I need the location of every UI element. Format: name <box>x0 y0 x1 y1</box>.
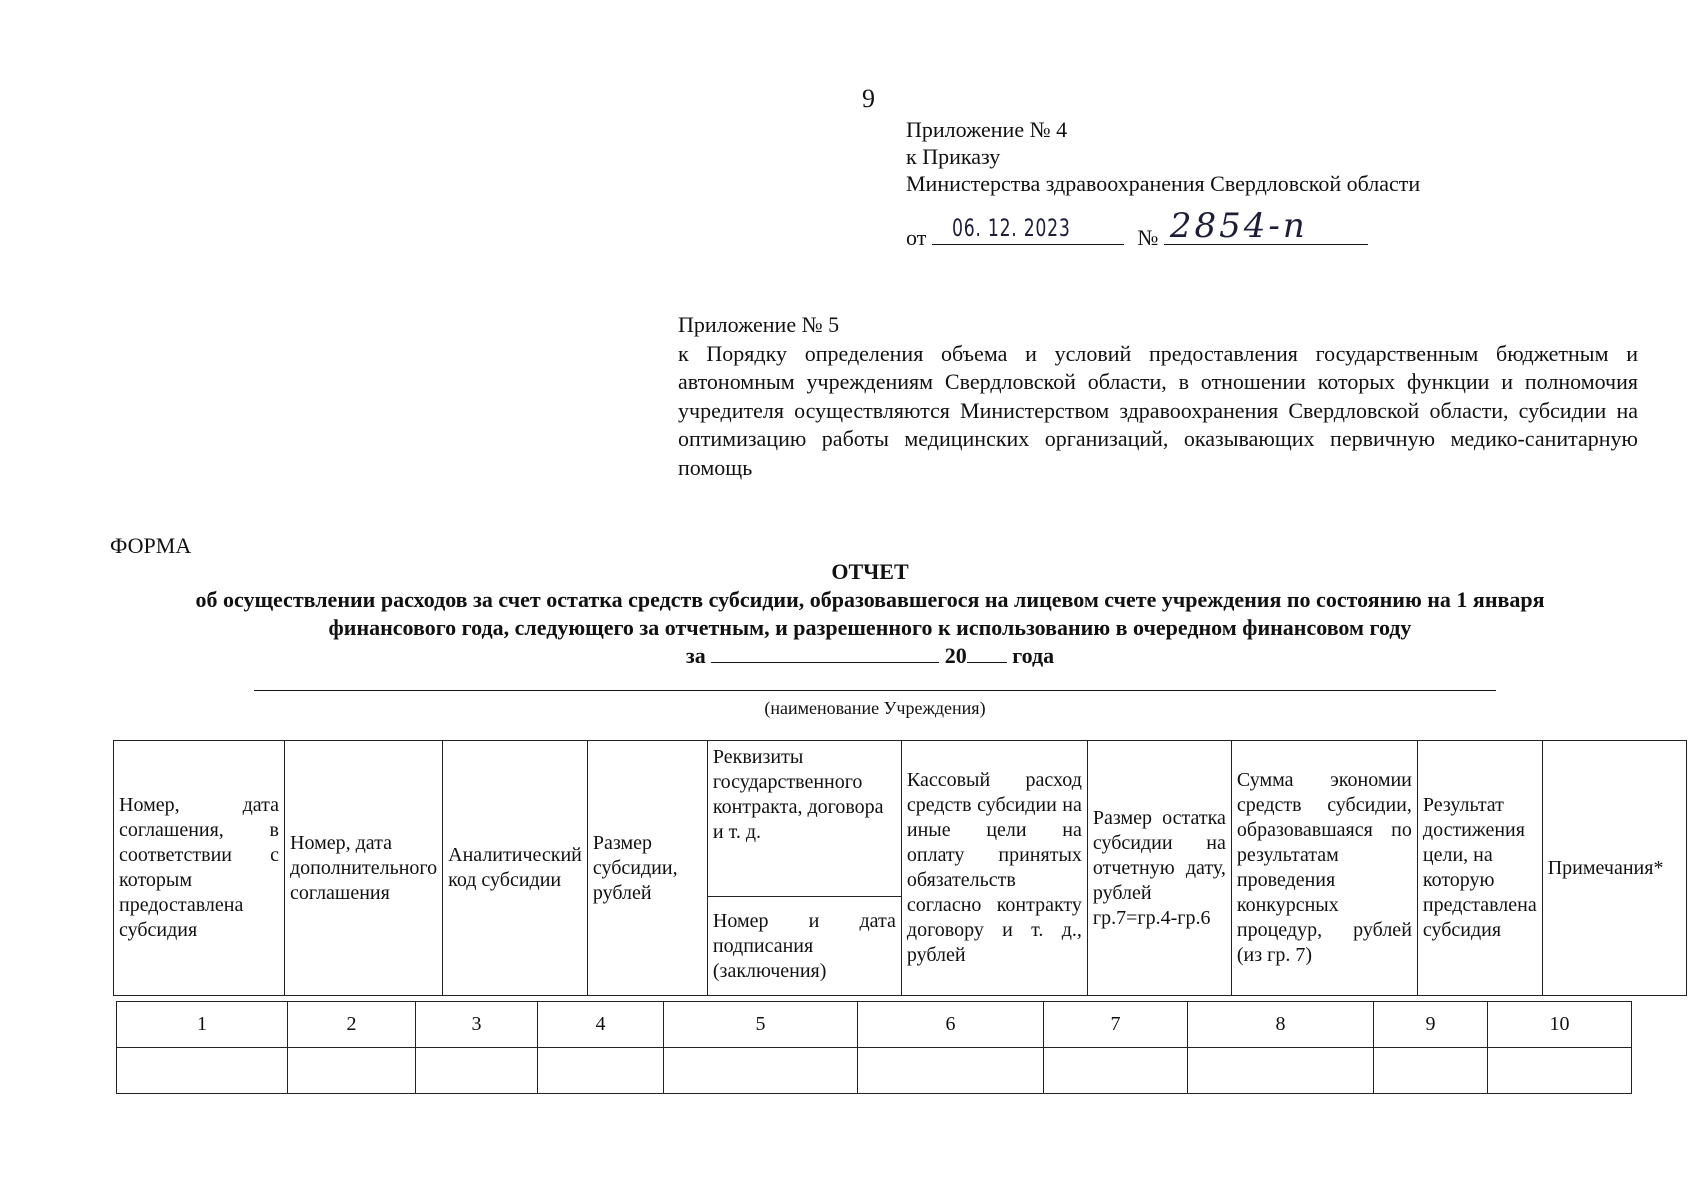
annex5-title: Приложение № 5 <box>678 312 840 337</box>
report-data-table <box>116 1001 1632 1094</box>
annex4-order-ref: к Приказу <box>906 144 1001 169</box>
number-label: № <box>1137 225 1159 250</box>
order-date-number-line <box>906 206 1368 251</box>
number-field <box>1164 206 1368 246</box>
header-col9: Результат достижения цели, на которую представлена субсидия <box>1417 741 1542 996</box>
report-subtitle-line1: об осуществлении расходов за счет остатка средств субсидии, образовавшегося на лицевом счете учреждения по состоянию на 1 января <box>195 587 1545 612</box>
empty-cell <box>1374 1048 1488 1094</box>
header-col2: Номер, дата дополнительного соглашения <box>285 741 443 996</box>
empty-cell <box>416 1048 538 1094</box>
column-number-1: 1 <box>117 1002 288 1048</box>
column-number-8: 8 <box>1188 1002 1374 1048</box>
empty-cell <box>538 1048 664 1094</box>
period-suffix: года <box>1012 643 1055 668</box>
annex4-title: Приложение № 4 <box>906 117 1068 142</box>
column-number-9: 9 <box>1374 1002 1488 1048</box>
report-period-line <box>100 642 1640 670</box>
report-subtitle-line2: финансового года, следующего за отчетным, и разрешенного к использованию в очередном финансовом году <box>328 615 1412 640</box>
header-col1: Номер, дата соглашения, в соответствии с которым предоставлена субсидия <box>114 741 285 996</box>
report-title: ОТЧЕТ <box>831 559 909 584</box>
empty-data-row <box>117 1048 1632 1094</box>
empty-cell <box>1044 1048 1188 1094</box>
empty-cell <box>858 1048 1044 1094</box>
from-label: от <box>906 225 927 250</box>
header-col8: Сумма экономии средств субсидии, образовавшаяся по результатам проведения конкурсных процедур, рублей (из гр. 7) <box>1231 741 1417 996</box>
empty-cell <box>1488 1048 1632 1094</box>
handwritten-number: 2854-п <box>1169 206 1308 246</box>
report-title-block <box>100 558 1640 670</box>
annex5-description: к Порядку определения объема и условий предоставления государственным бюджетным и автономным учреждениям Свердловской области, в отношении которых функции и полномочия учредителя осуществляются Министерством здравоохранения Свердловской области, субсидии на оптимизацию работы медицинских организаций, оказывающих первичную медико-санитарную помощь <box>678 340 1638 480</box>
column-number-6: 6 <box>858 1002 1044 1048</box>
empty-cell <box>1188 1048 1374 1094</box>
header-col7: Размер остатка субсидии на отчетную дату, рублей гр.7=гр.4-гр.6 <box>1087 741 1231 996</box>
page-number: 9 <box>862 84 875 113</box>
column-number-4: 4 <box>538 1002 664 1048</box>
header-col4: Размер субсидии, рублей <box>587 741 707 996</box>
annex4-header <box>906 116 1420 197</box>
header-col10: Примечания* <box>1542 741 1686 996</box>
handwritten-date: 06. 12. 2023 <box>951 214 1071 242</box>
column-number-7: 7 <box>1044 1002 1188 1048</box>
column-number-3: 3 <box>416 1002 538 1048</box>
institution-caption: (наименование Учреждения) <box>764 698 986 718</box>
column-number-row <box>117 1002 1632 1048</box>
column-number-10: 10 <box>1488 1002 1632 1048</box>
header-col3: Аналитический код субсидии <box>443 741 588 996</box>
column-number-5: 5 <box>664 1002 858 1048</box>
annex5-header <box>678 311 1638 482</box>
date-field <box>932 214 1124 245</box>
empty-cell <box>288 1048 416 1094</box>
column-number-2: 2 <box>288 1002 416 1048</box>
year-blank <box>967 642 1007 663</box>
header-col5: Реквизиты государственного контракта, договора и т. д. <box>707 741 901 897</box>
period-year: 20 <box>944 643 967 668</box>
period-prefix: за <box>685 643 706 668</box>
forma-label: ФОРМА <box>110 533 192 558</box>
empty-cell <box>117 1048 288 1094</box>
empty-cell <box>664 1048 858 1094</box>
report-header-table <box>113 740 1687 996</box>
period-blank <box>711 642 939 663</box>
annex4-ministry: Министерства здравоохранения Свердловской области <box>906 171 1421 196</box>
header-col6: Кассовый расход средств субсидии на иные цели на оплату принятых обязательств согласно контракту договору и т. д., рублей <box>901 741 1087 996</box>
header-col5-sub: Номер и дата подписания (заключения) <box>707 897 901 996</box>
institution-name-line <box>254 690 1496 691</box>
